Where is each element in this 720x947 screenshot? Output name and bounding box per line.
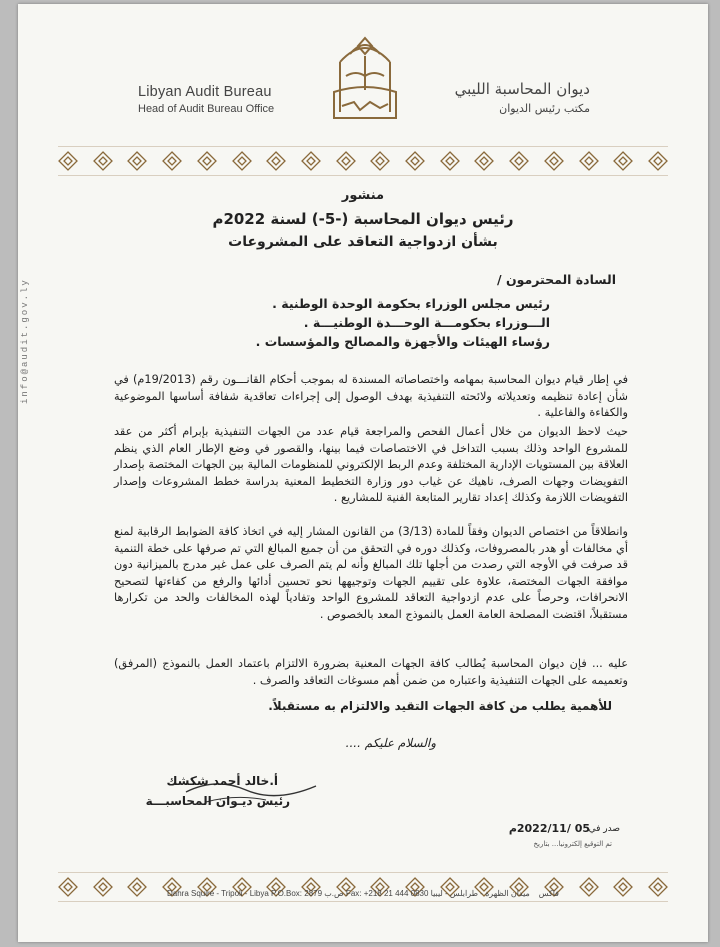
decree-title: رئيس ديوان المحاسبة (-5-) لسنة 2022م: [212, 210, 514, 228]
ornament-motif: [58, 877, 78, 897]
ornament-motif: [613, 151, 633, 171]
ornament-motif: [613, 877, 633, 897]
ornament-motif: [544, 151, 564, 171]
ornament-motif: [266, 151, 286, 171]
recipient-item-2: الـــوزراء بحكومـــة الوحـــدة الوطنيـــة .: [303, 315, 550, 330]
ornament-motif: [301, 151, 321, 171]
footer-address-en: Dahra Squire - Tripoli - Libya P.O.Box: 2879 ص.ب Fax: +218 21 444 0830 فاكس: [167, 889, 559, 898]
salutation: والسلام عليكم ....: [345, 736, 436, 750]
ornament-motif: [197, 151, 217, 171]
body-paragraph-4: عليه ... فإن ديوان المحاسبة يُطالب كافة الجهات المعنية بضرورة الالتزام باعتماد العمل بالنموذج (المرفق) وتعميمه على الجهات التنفيذية واعتباره من ضمن أهم مسوغات التعاقد والصرف .: [114, 657, 628, 687]
ornament-motif: [58, 151, 78, 171]
ornament-motif: [648, 151, 668, 171]
signatory-name: أ.خالد أحمد شكشك: [166, 774, 278, 788]
ornament-motif: [232, 151, 252, 171]
recipient-item-1: رئيس مجلس الوزراء بحكومة الوحدة الوطنية .: [272, 296, 550, 311]
ornament-motif: [509, 151, 529, 171]
ornament-motif: [93, 151, 113, 171]
signatory-position: رئيس ديـوان المحاسبـــة: [145, 794, 290, 808]
issue-date: 05 /2022/11م: [508, 822, 590, 835]
ornamental-band-top: [58, 146, 668, 176]
decree-subject: بشأن ازدواجية التعاقد على المشروعات: [228, 234, 498, 250]
ornament-motif: [370, 151, 390, 171]
ornament-motif: [440, 151, 460, 171]
body-paragraph-3: وانطلاقاً من اختصاص الديوان وفقاً للمادة (3/13) من القانون المشار إليه في اتخاذ كافة الضوابط الرقابية لمنع أي مخالفات أو هدر بالمصروفات، وكذلك دوره في التحقق من أن جميع المبالغ التي تم صرفها على خطة التنمية قد صرفت في الأوجه التي رصدت من أجلها تلك المبالغ وأنه لم يتم الصرف على عمل غير مدرج بالميزانية دون موافقة الجهات المختصة، علاوة على تقييم الجهات وتوجيهها نحو تحسين أدائها والرفع من كفاءتها لتصحيح الانحرافات، وحرصاً على عدم ازدواجية التعاقد للمشروع الواحد وتفادياً لهذه المخالفات والحد من تكرارها مستقبلاً، اقتضت المصلحة العامة العمل بالنموذج المعد بالخصوص .: [114, 525, 628, 621]
email-margin-text: info@audit.gov.ly: [20, 278, 30, 404]
footer-address-ar: ميدان الظهرة - طرابلس - ليبيا: [430, 889, 530, 898]
recipients-heading: السادة المحترمون /: [497, 272, 616, 287]
ornament-motif: [405, 151, 425, 171]
doc-type-title: منشور: [341, 188, 385, 203]
office-name-en: Head of Audit Bureau Office: [138, 103, 275, 115]
ornament-motif: [127, 151, 147, 171]
recipient-item-3: رؤساء الهيئات والأجهزة والمصالح والمؤسسات .: [255, 334, 550, 349]
body-paragraph-2: حيث لاحظ الديوان من خلال أعمال الفحص والمراجعة قيام عدد من الجهات التنفيذية بإبرام أكثر من عقد للمشروع الواحد وذلك بسبب التداخل في الاختصاصات فيما بينها، والقصور في وضع الإطار العام الذي ينظم العلاقة بين المستويات الإدارية المختلفة وعدم الربط الإلكتروني للمنظومات المالية بين الجهات المختصة بإصدار التفويضات وجهات الصرف، ناهيك عن غياب دور وزارة التخطيط المعنية بدراسة خطط المشروعات وإصدار التفويضات اللازمة وكذلك إعداد تقارير المتابعة الفنية للمشاريع .: [114, 425, 628, 505]
emphasis-line: للأهمية يطلب من كافة الجهات التقيد والالتزام به مستقبلاً.: [268, 699, 612, 713]
footer-address: [138, 889, 588, 898]
ornament-motif: [93, 877, 113, 897]
ornament-motif: [579, 151, 599, 171]
org-name-ar: ديوان المحاسبة الليبي: [454, 80, 590, 98]
org-name-en: Libyan Audit Bureau: [138, 84, 272, 100]
ornament-motif: [162, 151, 182, 171]
issue-note: تم التوقيع إلكترونيا... بتاريخ: [533, 840, 612, 848]
ornament-motif: [336, 151, 356, 171]
issue-label: صدر في: [588, 824, 620, 834]
ornament-motif: [648, 877, 668, 897]
body-paragraph-1: في إطار قيام ديوان المحاسبة بمهامه واختصاصاته المسندة له بموجب أحكام القانـــون رقم (19/2013م) في شأن إعادة تنظيمه وتعديلاته ولائحته التنفيذية بهدف الوصول إلى إجراءات تعاقدية شفافة أساسها الموضوعية والكفاءة والفاعلية .: [114, 373, 628, 420]
ornament-motif: [474, 151, 494, 171]
document-page: [18, 4, 708, 942]
office-name-ar: مكتب رئيس الديوان: [499, 102, 590, 115]
